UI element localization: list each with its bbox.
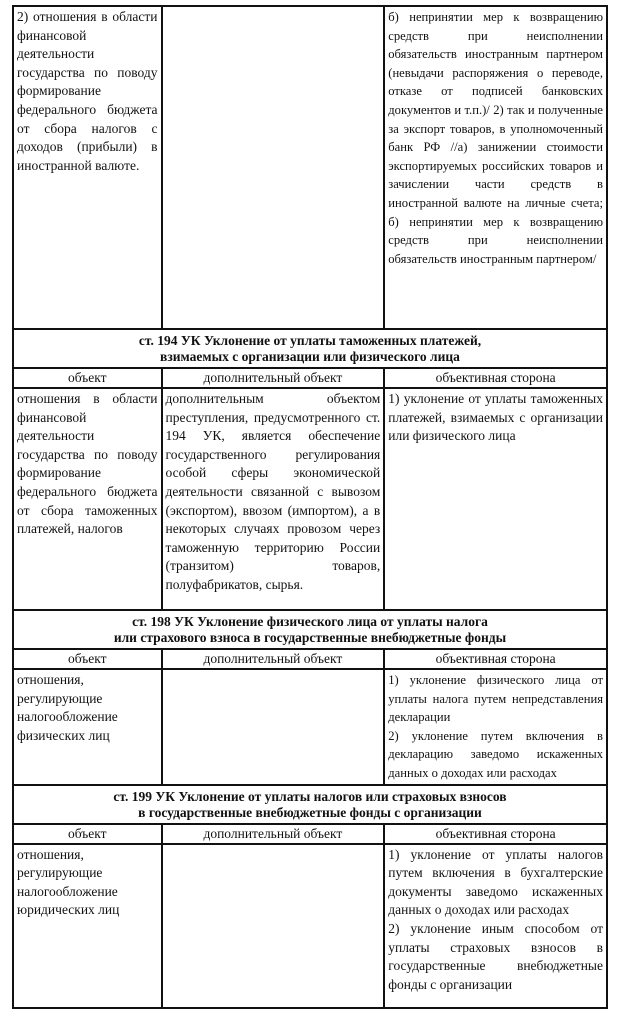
section-title-198: [13, 610, 607, 649]
header-additional-object: дополнительный объект: [162, 649, 385, 669]
objective-side-cell: б) непринятии мер к возвращению средств при неисполнении обязательств иностранным партнером (невыдачи распоряжения о переводе, отказе от подписей банковских документов и т.п.)/ 2) так и полученные за экспорт товаров, в уполномоченный банк РФ //а) занижении стоимости экспортируемых российских товаров и зачислении части средств в иностранной валюте на личные счета; б) непринятии мер к возвращению средств при неисполнении обязательств иностранным партнером/: [384, 6, 607, 329]
document-page: [12, 5, 608, 1009]
section-title-line: или страхового взноса в государственные внебюджетные фонды: [113, 630, 507, 645]
section-title-line: ст. 194 УК Уклонение от уплаты таможенных платежей,: [138, 333, 482, 348]
additional-object-cell: [162, 6, 385, 329]
table-row: [13, 6, 607, 329]
additional-object-cell: дополнительным объектом преступления, предусмотренного ст. 194 УК, является обеспечение государственного регулирования особой сферы экономической деятельности связанной с вывозом (экспортом), ввозом (импортом), а в некоторых случаях провозом через таможенную территорию России (транзитом) товаров, полуфабрикатов, сырья.: [162, 388, 385, 610]
table-row: [13, 844, 607, 1008]
section-title-194: [13, 329, 607, 368]
section-title-row: [13, 610, 607, 649]
header-object: объект: [13, 649, 162, 669]
additional-object-cell: [162, 844, 385, 1008]
object-cell: отношения, регулирующие налогообложение юридических лиц: [13, 844, 162, 1008]
section-title-row: [13, 785, 607, 824]
header-row: [13, 368, 607, 388]
table-row: [13, 388, 607, 610]
objective-item: 1) уклонение от уплаты налогов путем включения в бухгалтерские документы заведомо искаженных данных о доходах или расходах: [388, 846, 603, 918]
object-cell: 2) отношения в области финансовой деятельности государства по поводу формирование федерального бюджета от сбора налогов с доходов (прибыли) в иностранной валюте.: [13, 6, 162, 329]
table-row: [13, 669, 607, 785]
section-title-line: ст. 199 УК Уклонение от уплаты налогов или страховых взносов: [113, 788, 507, 804]
header-object: объект: [13, 368, 162, 388]
header-objective-side: объективная сторона: [384, 824, 607, 844]
header-additional-object: дополнительный объект: [162, 824, 385, 844]
section-title-row: [13, 329, 607, 368]
header-row: [13, 649, 607, 669]
law-table: [12, 5, 608, 1009]
additional-object-cell: [162, 669, 385, 785]
section-title-199: [13, 785, 607, 824]
objective-side-cell: [384, 844, 607, 1008]
header-additional-object: дополнительный объект: [162, 368, 385, 388]
header-objective-side: объективная сторона: [384, 649, 607, 669]
objective-item: 1) уклонение физического лица от уплаты налога путем непредставления декларации: [388, 673, 603, 725]
header-objective-side: объективная сторона: [384, 368, 607, 388]
section-title-line: ст. 198 УК Уклонение физического лица от уплаты налога: [132, 614, 488, 629]
object-cell: отношения, регулирующие налогообложение физических лиц: [13, 669, 162, 785]
objective-item: 2) уклонение иным способом от уплаты страховых взносов в государственные внебюджетные фонды с организации: [388, 920, 603, 992]
objective-side-cell: 1) уклонение от уплаты таможенных платежей, взимаемых с организации или физического лица: [384, 388, 607, 610]
header-object: объект: [13, 824, 162, 844]
section-title-line: в государственные внебюджетные фонды с организации: [138, 804, 482, 820]
header-row: [13, 824, 607, 844]
object-cell: отношения в области финансовой деятельности государства по поводу формирование федерального бюджета от сбора таможенных платежей, налогов: [13, 388, 162, 610]
objective-side-cell: [384, 669, 607, 785]
objective-item: 2) уклонение путем включения в декларацию заведомо искаженных данных о доходах или расходах: [388, 728, 603, 780]
section-title-line: взимаемых с организации или физического лица: [160, 349, 460, 364]
